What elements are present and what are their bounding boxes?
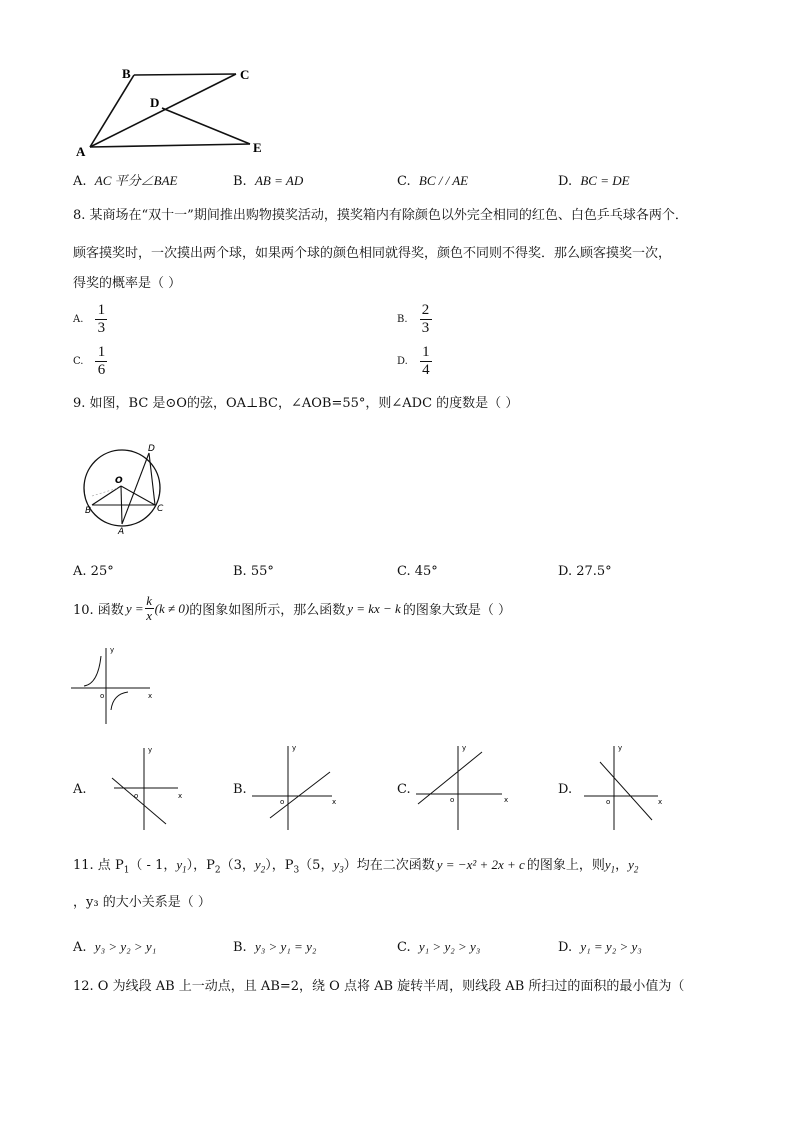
q11-p2-coords: （3， xyxy=(220,858,255,873)
q10-stem xyxy=(73,594,511,623)
option-text: 55° xyxy=(250,564,274,579)
axis-y-label: y xyxy=(110,646,115,654)
q8-stem-line-2: 顾客摸奖时，一次摸出两个球，如果两个球的颜色相同就得奖，颜色不同则不得奖．那么顾客摸奖一次， xyxy=(73,246,672,261)
denominator: 3 xyxy=(97,320,106,336)
q11-option-c[interactable] xyxy=(397,938,480,957)
option-letter: A. xyxy=(73,174,87,189)
denominator: 6 xyxy=(97,362,106,378)
origin-label: o xyxy=(280,798,285,806)
q7-option-d[interactable] xyxy=(558,172,630,191)
axis-x-label: x xyxy=(332,798,337,806)
axis-y-label: y xyxy=(618,744,623,752)
q7-option-b[interactable] xyxy=(233,172,303,191)
option-text: 25° xyxy=(90,564,114,579)
q11-line1-suffix: 的图象上，则 xyxy=(526,858,605,873)
option-letter: B. xyxy=(233,564,247,579)
q10-func2: y = kx − k xyxy=(347,600,401,616)
q7-label-d: D xyxy=(150,95,160,110)
q8-stem-line-1: 8. 某商场在“双十一”期间推出购物摸奖活动，摸奖箱内有除颜色以外完全相同的红色、白色乒乓球各两个． xyxy=(73,208,688,223)
q10-option-b-graph[interactable] xyxy=(248,740,344,832)
q10-option-c-letter[interactable]: C. xyxy=(397,782,411,797)
q10-func1-fraction xyxy=(145,594,154,623)
q10-mid: 的图象如图所示，那么函数 xyxy=(189,603,346,618)
option-letter: B. xyxy=(397,313,408,325)
option-text: AC 平分∠BAE xyxy=(94,173,178,188)
origin-label: o xyxy=(450,796,455,804)
axis-x-label: x xyxy=(504,796,509,804)
q7-label-a: A xyxy=(76,144,86,159)
fraction xyxy=(95,344,107,379)
q11-prefix: 11. 点 P xyxy=(73,858,124,873)
axis-x-label: x xyxy=(148,692,153,700)
q11-stem-line-1: 11. 点 $P_1( - 1$，$y_1$），$P_2(3$，$y_2$），$P_3(5$，$y_3$）均在二次函数 y = −x² + 2x + c 的图象上，则$y_1$，$y_2$ xyxy=(73,857,639,876)
numerator: 1 xyxy=(97,344,106,360)
fraction xyxy=(95,302,107,337)
q9-option-b[interactable] xyxy=(233,563,274,581)
option-letter: D. xyxy=(558,564,573,579)
q10-option-c-graph[interactable] xyxy=(412,740,512,832)
q11-p3-close: ）均在二次函数 xyxy=(343,858,435,873)
denominator: 4 xyxy=(422,362,430,378)
q10-suffix: 的图象大致是（ ） xyxy=(402,603,511,618)
q8-option-d[interactable] xyxy=(397,344,432,379)
q9-option-d[interactable] xyxy=(558,563,612,581)
q10-given-graph xyxy=(68,642,158,726)
option-text: 45° xyxy=(414,564,438,579)
axis-x-label: x xyxy=(178,792,183,800)
q10-option-b-letter[interactable]: B. xyxy=(233,782,247,797)
q9-label-c: C xyxy=(157,504,164,514)
q7-option-c[interactable] xyxy=(397,172,468,191)
q8-option-b[interactable] xyxy=(397,302,432,337)
q10-prefix: 10. 函数 xyxy=(73,603,124,618)
q7-option-a[interactable] xyxy=(73,172,177,191)
numerator: 1 xyxy=(97,302,106,318)
q7-figure xyxy=(70,62,280,162)
origin-label: o xyxy=(100,692,105,700)
q8-option-c[interactable] xyxy=(73,344,107,379)
q11-p3-sub: 3 xyxy=(293,865,300,876)
denominator: 3 xyxy=(421,320,430,336)
q10-func1-condition: (k ≠ 0) xyxy=(154,600,190,616)
axis-y-label: y xyxy=(292,744,297,752)
axis-y-label: y xyxy=(462,744,467,752)
q9-label-o: O xyxy=(115,476,123,486)
q11-p2-sub: 2 xyxy=(214,865,221,876)
q7-label-c: C xyxy=(240,67,250,82)
option-text: y₁ > y₂ > y₃ xyxy=(418,939,481,954)
origin-label: o xyxy=(606,798,611,806)
q11-stem-line-2: ，y₃ 的大小关系是（ ） xyxy=(73,895,211,910)
fraction xyxy=(420,302,432,337)
q8-option-a[interactable] xyxy=(73,302,107,337)
q11-func: y = −x² + 2x + c xyxy=(436,857,525,872)
option-letter: B. xyxy=(233,940,247,955)
q11-option-d[interactable] xyxy=(558,938,642,957)
q11-p1-coords: （ - 1， xyxy=(129,858,177,873)
option-text: BC = DE xyxy=(580,173,630,188)
q9-option-c[interactable] xyxy=(397,563,438,581)
q9-label-a: A xyxy=(118,527,125,537)
q9-label-b: B xyxy=(85,506,92,516)
q11-p3-coords: （5， xyxy=(299,858,334,873)
q7-label-e: E xyxy=(253,140,262,155)
q11-p2-label: ），P xyxy=(186,858,215,873)
option-text: AB = AD xyxy=(254,173,304,188)
q10-option-d-graph[interactable] xyxy=(574,740,666,832)
axis-x-label: x xyxy=(658,798,663,806)
option-text: y₃ > y₂ > y₁ xyxy=(94,939,157,954)
q10-option-a-letter[interactable]: A. xyxy=(73,782,87,797)
option-letter: D. xyxy=(397,355,408,367)
q7-label-b: B xyxy=(122,66,131,81)
option-letter: C. xyxy=(397,940,411,955)
option-text: BC / / AE xyxy=(418,173,469,188)
option-letter: A. xyxy=(73,564,87,579)
q9-stem: 9. 如图，BC 是⊙O的弦，OA⊥BC，∠AOB=55°，则∠ADC 的度数是（ ） xyxy=(73,396,519,411)
q11-option-b[interactable] xyxy=(233,938,316,957)
q11-option-a[interactable] xyxy=(73,938,156,957)
option-letter: C. xyxy=(397,564,411,579)
fraction xyxy=(420,344,432,379)
q11-p1-sub: 1 xyxy=(123,865,130,876)
option-letter: D. xyxy=(558,174,573,189)
origin-label: o xyxy=(134,792,139,800)
option-letter: A. xyxy=(73,313,84,325)
option-text: y₃ > y₁ = y₂ xyxy=(254,939,317,954)
axis-y-label: y xyxy=(148,746,153,754)
q10-func1-lhs: y = xyxy=(125,600,144,616)
numerator: 1 xyxy=(422,344,430,360)
numerator: 2 xyxy=(421,302,430,318)
option-letter: A. xyxy=(73,940,87,955)
option-letter: D. xyxy=(558,940,573,955)
q10-option-d-letter[interactable]: D. xyxy=(558,782,573,797)
numerator: k xyxy=(146,593,152,608)
q9-option-a[interactable] xyxy=(73,563,114,581)
q9-circle-figure xyxy=(78,438,178,538)
option-text: 27.5° xyxy=(576,564,612,579)
q11-p3-label: ），P xyxy=(265,858,294,873)
q10-option-a-graph[interactable] xyxy=(100,740,190,832)
option-letter: C. xyxy=(73,355,84,367)
option-text: y₁ = y₂ > y₃ xyxy=(580,939,642,954)
option-letter: B. xyxy=(233,174,247,189)
q9-label-d: D xyxy=(148,444,155,454)
option-letter: C. xyxy=(397,174,411,189)
q8-stem-line-3: 得奖的概率是（ ） xyxy=(73,276,182,291)
denominator: x xyxy=(146,608,152,623)
q12-stem: 12. O 为线段 AB 上一动点，且 AB=2，绕 O 点将 AB 旋转半周，则线段 AB 所扫过的面积的最小值为（ xyxy=(73,979,685,994)
